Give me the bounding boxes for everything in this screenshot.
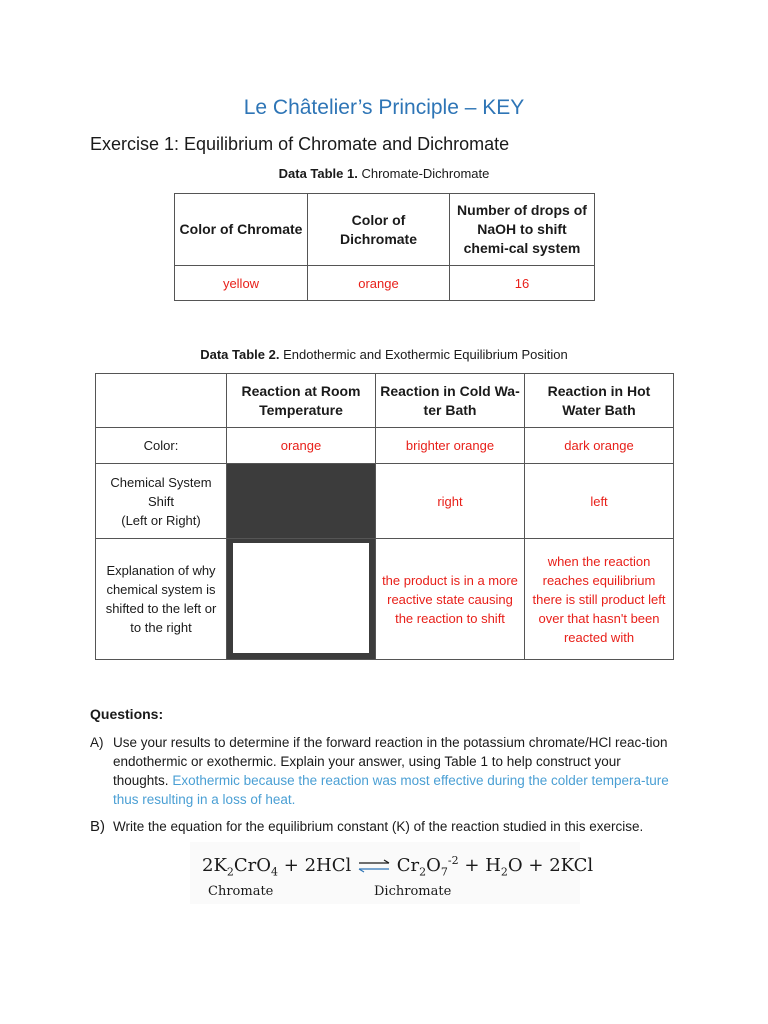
question-a-answer: Exothermic because the reaction was most effective during the colder tempera-ture thus resulting in a loss of heat. bbox=[113, 773, 669, 807]
table2-header-hot: Reaction in Hot Water Bath bbox=[525, 374, 674, 428]
shift-label-line-3: (Left or Right) bbox=[121, 512, 201, 528]
questions-heading: Questions: bbox=[90, 706, 164, 722]
eq-h2o: $H_2O$ bbox=[485, 855, 523, 879]
table2-row-shift-label bbox=[96, 464, 227, 539]
question-a bbox=[90, 733, 680, 809]
eq-plus-3: + bbox=[528, 855, 544, 876]
eq-plus-1: + bbox=[283, 855, 299, 876]
table2-row-color-hot: dark orange bbox=[525, 428, 674, 464]
table2-row-explanation-hot: when the reaction reaches equilibrium there is still product left over that hasn't been reacted with bbox=[525, 539, 674, 660]
equation-line bbox=[202, 854, 593, 879]
page-title: Le Châtelier’s Principle – KEY bbox=[243, 96, 525, 119]
table1-cell-dichromate: orange bbox=[308, 266, 450, 301]
label-dichromate: Dichromate bbox=[374, 884, 452, 899]
table1-caption bbox=[0, 166, 768, 181]
table1-header-dichromate: Color of Dichromate bbox=[308, 194, 450, 266]
data-table-2 bbox=[95, 373, 674, 660]
reaction-equation bbox=[190, 842, 594, 904]
equilibrium-arrow-icon bbox=[357, 859, 391, 873]
table2-row-shift-cold: right bbox=[376, 464, 525, 539]
question-a-text: Use your results to determine if the forward reaction in the potassium chromate/HCl reac-tion endothermic or exothermic. Explain your answer, using Table 1 to help construct your thoughts. bbox=[113, 735, 668, 788]
question-b-label: B) bbox=[90, 818, 105, 835]
table1-header-drops: Number of drops of NaOH to shift chemi-cal system bbox=[450, 194, 595, 266]
table2-row-color-cold: brighter orange bbox=[376, 428, 525, 464]
eq-k2cro4: $2K_2CrO_4$ bbox=[202, 855, 279, 879]
table2-caption bbox=[0, 347, 768, 362]
table2-row-color-label: Color: bbox=[96, 428, 227, 464]
question-b-text: Write the equation for the equilibrium constant (K) of the reaction studied in this exercise. bbox=[113, 819, 644, 834]
eq-dichromate: $Cr_2O_7^{-2}$ bbox=[396, 854, 459, 879]
table1-caption-text: Chromate-Dichromate bbox=[361, 166, 490, 181]
table2-row-explanation-cold: the product is in a more reactive state causing the reaction to shift bbox=[376, 539, 525, 660]
table1-cell-drops: 16 bbox=[450, 266, 595, 301]
table2-caption-bold: Data Table 2. bbox=[200, 347, 280, 362]
blank-answer-box bbox=[227, 539, 375, 659]
shift-label-line-1: Chemical System bbox=[110, 474, 212, 490]
eq-kcl: 2KCl bbox=[549, 855, 594, 876]
data-table-1 bbox=[174, 193, 595, 301]
table2-caption-text: Endothermic and Exothermic Equilibrium Position bbox=[283, 347, 568, 362]
table1-caption-bold: Data Table 1. bbox=[278, 166, 358, 181]
question-b bbox=[90, 817, 680, 836]
table2-row-shift-hot: left bbox=[525, 464, 674, 539]
table2-row-explanation-label: Explanation of why chemical system is shifted to the left or to the right bbox=[96, 539, 227, 660]
table2-header-cold: Reaction in Cold Wa-ter Bath bbox=[376, 374, 525, 428]
eq-plus-2: + bbox=[464, 855, 480, 876]
label-chromate: Chromate bbox=[208, 884, 274, 899]
table2-header-room: Reaction at Room Temperature bbox=[227, 374, 376, 428]
table1-header-chromate: Color of Chromate bbox=[175, 194, 308, 266]
table1-cell-chromate: yellow bbox=[175, 266, 308, 301]
table2-header-empty bbox=[96, 374, 227, 428]
exercise-heading: Exercise 1: Equilibrium of Chromate and Dichromate bbox=[90, 134, 510, 154]
table2-row-color-room: orange bbox=[227, 428, 376, 464]
table2-row-shift-room bbox=[227, 464, 376, 539]
question-a-label: A) bbox=[90, 735, 104, 750]
eq-hcl: 2HCl bbox=[304, 855, 352, 876]
table2-row-explanation-room bbox=[227, 539, 376, 660]
shift-label-line-2: Shift bbox=[147, 493, 174, 509]
